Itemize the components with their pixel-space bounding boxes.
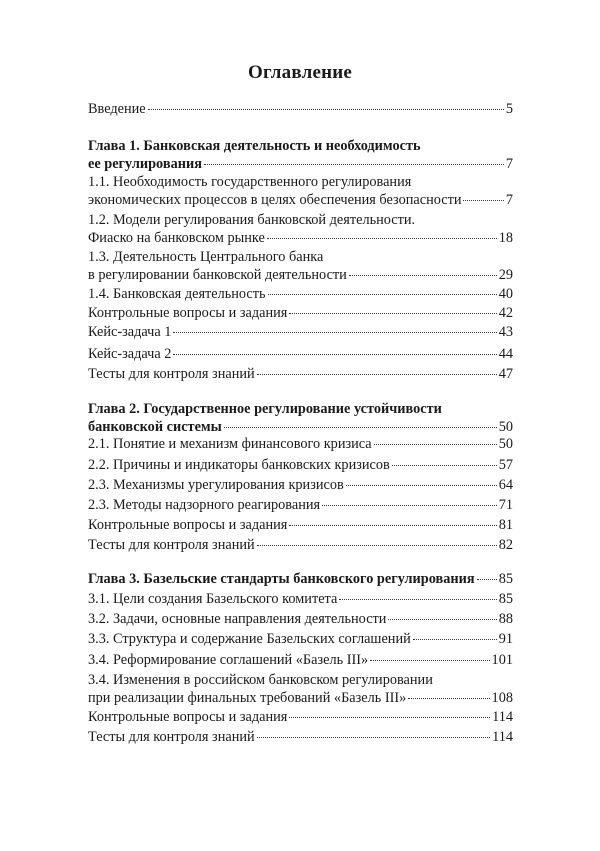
toc-entry-title: ее регулирования <box>88 156 202 172</box>
toc-entry[interactable] <box>88 400 513 436</box>
dot-leader <box>289 313 496 314</box>
toc-page-number: 5 <box>505 101 513 117</box>
toc-entry[interactable] <box>88 671 513 707</box>
toc-page-number: 85 <box>498 571 513 587</box>
dot-leader <box>413 639 497 640</box>
toc-entry-line: 1.1. Необходимость государственного регулирования <box>88 174 412 190</box>
toc-entry-row <box>88 476 513 494</box>
dot-leader <box>267 238 497 239</box>
dot-leader <box>339 599 496 600</box>
toc-entry-row <box>88 191 513 209</box>
toc-page-number: 114 <box>492 729 513 745</box>
toc-page-number: 114 <box>492 709 513 725</box>
toc-entry[interactable] <box>88 610 513 628</box>
toc-page-number: 47 <box>498 366 513 382</box>
toc-entry-row <box>88 708 513 726</box>
toc-entry-row <box>88 155 513 173</box>
toc-entry[interactable] <box>88 304 513 322</box>
toc-entry-row <box>88 570 513 588</box>
toc-page-number: 7 <box>505 156 513 172</box>
toc-entry-row <box>88 304 513 322</box>
toc-entry[interactable] <box>88 476 513 494</box>
dot-leader <box>346 485 497 486</box>
toc-entry[interactable] <box>88 173 513 209</box>
toc-entry[interactable] <box>88 137 513 173</box>
dot-leader <box>392 465 497 466</box>
toc-entry-title: при реализации финальных требований «Базель III» <box>88 690 407 706</box>
toc-entry-title: Фиаско на банковском рынке <box>88 230 265 246</box>
dot-leader <box>477 579 497 580</box>
toc-entry-line: Глава 2. Государственное регулирование устойчивости <box>88 401 442 417</box>
toc-entry-title: Контрольные вопросы и задания <box>88 517 288 533</box>
toc-entry-title: 3.1. Цели создания Базельского комитета <box>88 591 338 607</box>
toc-entry-title: 2.3. Механизмы урегулирования кризисов <box>88 477 344 493</box>
toc-page-number: 57 <box>498 457 513 473</box>
dot-leader <box>257 374 497 375</box>
dot-leader <box>204 164 504 165</box>
toc-page-number: 82 <box>498 537 513 553</box>
toc-entry-row <box>88 456 513 474</box>
toc-entry-title: Кейс-задача 2 <box>88 346 172 362</box>
toc-page-number: 85 <box>498 591 513 607</box>
dot-leader <box>289 717 490 718</box>
dot-leader <box>173 354 496 355</box>
toc-entry-line: 1.2. Модели регулирования банковской деятельности. <box>88 212 416 228</box>
toc-entry[interactable] <box>88 496 513 514</box>
toc-entry-line: 3.4. Изменения в российском банковском регулировании <box>88 672 433 688</box>
toc-entry[interactable] <box>88 590 513 608</box>
toc-page-number: 50 <box>498 419 513 435</box>
toc-entry-title: Контрольные вопросы и задания <box>88 305 288 321</box>
toc-entry-row <box>88 728 513 746</box>
toc-entry[interactable] <box>88 630 513 648</box>
dot-leader <box>374 444 497 445</box>
toc-entry-title: экономических процессов в целях обеспечения безопасности <box>88 192 462 208</box>
toc-entry-title: Тесты для контроля знаний <box>88 729 255 745</box>
toc-entry-title: 3.3. Структура и содержание Базельских соглашений <box>88 631 411 647</box>
toc-entry[interactable] <box>88 570 513 588</box>
toc-entry-line: 1.3. Деятельность Центрального банка <box>88 249 324 265</box>
dot-leader <box>289 525 496 526</box>
toc-entry-title: Кейс-задача 1 <box>88 324 172 340</box>
dot-leader <box>349 275 497 276</box>
dot-leader <box>268 294 497 295</box>
toc-entry-row <box>88 610 513 628</box>
toc-entry-row <box>88 630 513 648</box>
toc-entry-row <box>88 365 513 383</box>
toc-entry-row <box>88 323 513 341</box>
toc-entry[interactable] <box>88 323 513 341</box>
dot-leader <box>173 332 496 333</box>
toc-entry[interactable] <box>88 211 513 247</box>
toc-entry-row <box>88 435 513 453</box>
toc-page-number: 40 <box>498 286 513 302</box>
toc-entry-title: 2.2. Причины и индикаторы банковских кризисов <box>88 457 390 473</box>
dot-leader <box>257 737 490 738</box>
dot-leader <box>322 505 497 506</box>
toc-entry-title: 3.2. Задачи, основные направления деятельности <box>88 611 387 627</box>
toc-entry[interactable] <box>88 456 513 474</box>
toc-entry-title: Тесты для контроля знаний <box>88 366 255 382</box>
toc-entry[interactable] <box>88 365 513 383</box>
toc-entry-title: 3.4. Реформирование соглашений «Базель III» <box>88 652 369 668</box>
toc-entry-row <box>88 100 513 118</box>
toc-entry-row <box>88 418 513 436</box>
toc-page-number: 81 <box>498 517 513 533</box>
toc-entry[interactable] <box>88 345 513 363</box>
toc-page-number: 18 <box>498 230 513 246</box>
toc-entry[interactable] <box>88 285 513 303</box>
page-title: Оглавление <box>247 62 353 83</box>
toc-page-number: 42 <box>498 305 513 321</box>
toc-entry-title: Контрольные вопросы и задания <box>88 709 288 725</box>
toc-entry-row <box>88 345 513 363</box>
dot-leader <box>408 698 489 699</box>
toc-entry-row <box>88 266 513 284</box>
toc-entry[interactable] <box>88 708 513 726</box>
toc-page-number: 71 <box>498 497 513 513</box>
toc-entry-row <box>88 496 513 514</box>
toc-entry-row <box>88 590 513 608</box>
toc-entry-title: 1.4. Банковская деятельность <box>88 286 266 302</box>
toc-entry-title: в регулировании банковской деятельности <box>88 267 347 283</box>
toc-page-number: 7 <box>505 192 513 208</box>
toc-page-number: 101 <box>491 652 513 668</box>
toc-entry[interactable] <box>88 728 513 746</box>
toc-entry-title: 2.3. Методы надзорного реагирования <box>88 497 321 513</box>
toc-page-number: 88 <box>498 611 513 627</box>
toc-entry-title: банковской системы <box>88 419 222 435</box>
dot-leader <box>463 200 503 201</box>
toc-page-number: 64 <box>498 477 513 493</box>
dot-leader <box>388 619 496 620</box>
toc-entry[interactable] <box>88 516 513 534</box>
toc-entry[interactable] <box>88 536 513 554</box>
toc-entry-row <box>88 229 513 247</box>
toc-page-number: 43 <box>498 324 513 340</box>
toc-entry-row <box>88 285 513 303</box>
toc-entry-title: Глава 3. Базельские стандарты банковского регулирования <box>88 571 475 587</box>
toc-page-number: 108 <box>491 690 513 706</box>
toc-entry-title: Тесты для контроля знаний <box>88 537 255 553</box>
toc-entry-row <box>88 651 513 669</box>
toc-entry-row <box>88 516 513 534</box>
toc-entry[interactable] <box>88 435 513 453</box>
toc-entry-line: Глава 1. Банковская деятельность и необходимость <box>88 138 421 154</box>
toc-entry-row <box>88 689 513 707</box>
dot-leader <box>224 427 497 428</box>
toc-page-number: 44 <box>498 346 513 362</box>
toc-entry-row <box>88 536 513 554</box>
toc-entry[interactable] <box>88 248 513 284</box>
toc-entry-title: 2.1. Понятие и механизм финансового кризиса <box>88 436 372 452</box>
toc-entry[interactable] <box>88 100 513 118</box>
toc-page-number: 29 <box>498 267 513 283</box>
toc-entry[interactable] <box>88 651 513 669</box>
toc-page-number: 50 <box>498 436 513 452</box>
dot-leader <box>257 545 497 546</box>
dot-leader <box>370 660 489 661</box>
dot-leader <box>148 109 504 110</box>
toc-entry-title: Введение <box>88 101 146 117</box>
toc-page-number: 91 <box>498 631 513 647</box>
